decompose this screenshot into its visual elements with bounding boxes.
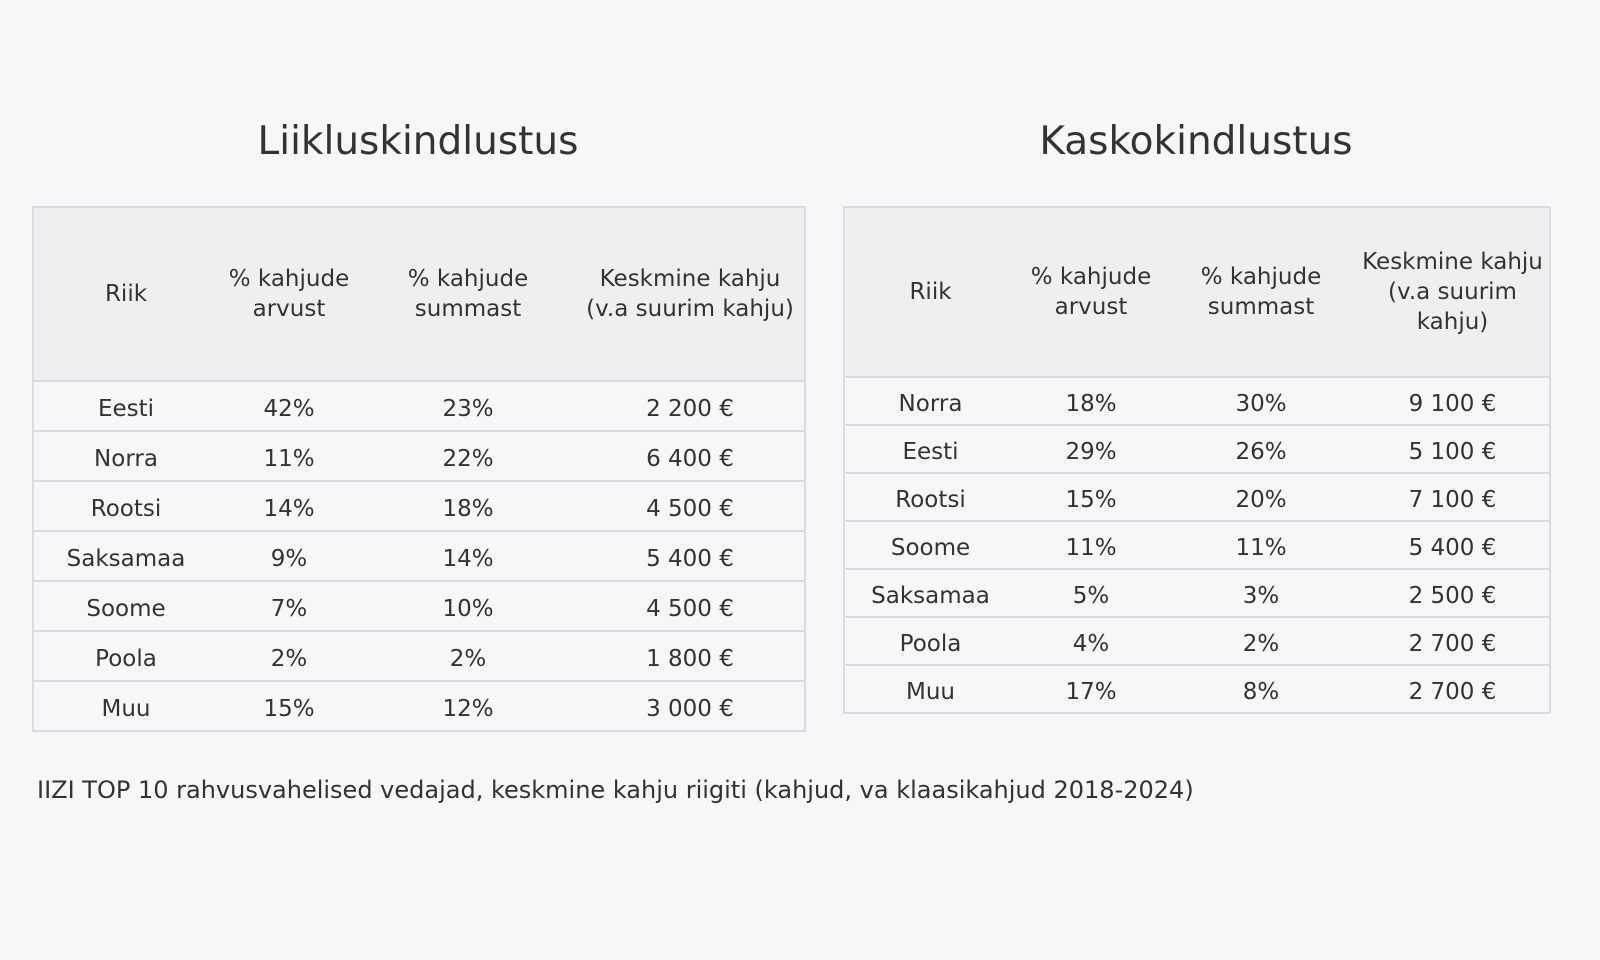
cell-pct-sum: 20% [1166,473,1356,521]
table-row [33,431,805,481]
cell-country: Muu [844,665,1016,713]
cell-country: Saksamaa [33,531,218,581]
cell-country: Norra [33,431,218,481]
cell-country: Rootsi [33,481,218,531]
cell-pct-sum: 23% [360,381,576,431]
table-header-row [844,207,1550,377]
cell-country: Poola [844,617,1016,665]
cell-pct-sum: 8% [1166,665,1356,713]
header-country-label: Riik [909,279,952,305]
table-row [33,381,805,431]
cell-pct-sum: 11% [1166,521,1356,569]
header-avg-line2: (v.a suurim kahju) [586,296,794,322]
header-avg [576,207,805,381]
cell-pct-sum: 30% [1166,377,1356,425]
kaskokindlustus-table [843,206,1551,714]
liikluskindlustus-title: Liikluskindlustus [257,119,579,164]
cell-pct-count: 15% [218,681,360,731]
header-avg-line2: (v.a suurim kahju) [1388,279,1517,335]
header-avg [1356,207,1550,377]
header-avg-line1: Keskmine kahju [599,266,781,292]
header-country [33,207,218,381]
table-row [33,531,805,581]
cell-pct-count: 11% [218,431,360,481]
cell-pct-count: 18% [1016,377,1166,425]
header-pct-count [1016,207,1166,377]
table-caption: IIZI TOP 10 rahvusvahelised vedajad, keskmine kahju riigiti (kahjud, va klaasikahjud 2018-2024) [37,776,1194,804]
cell-avg: 5 400 € [1356,521,1550,569]
cell-pct-count: 9% [218,531,360,581]
table-row [844,569,1550,617]
cell-pct-sum: 26% [1166,425,1356,473]
header-pct-count [218,207,360,381]
cell-avg: 7 100 € [1356,473,1550,521]
header-pct-sum-line1: % kahjude [1200,264,1322,290]
header-pct-count-line1: % kahjude [1030,264,1152,290]
cell-avg: 6 400 € [576,431,805,481]
table-row [33,481,805,531]
header-pct-sum-line2: summast [414,296,522,322]
table-row [844,617,1550,665]
cell-pct-sum: 12% [360,681,576,731]
cell-pct-count: 14% [218,481,360,531]
cell-pct-sum: 2% [360,631,576,681]
kaskokindlustus-section [843,100,1549,714]
cell-pct-count: 5% [1016,569,1166,617]
cell-country: Muu [33,681,218,731]
table-row [844,425,1550,473]
cell-avg: 1 800 € [576,631,805,681]
cell-pct-count: 15% [1016,473,1166,521]
header-country [844,207,1016,377]
cell-country: Soome [33,581,218,631]
cell-country: Rootsi [844,473,1016,521]
cell-pct-sum: 2% [1166,617,1356,665]
table-header-row [33,207,805,381]
table-row [844,521,1550,569]
header-pct-count-line2: arvust [1054,294,1128,320]
cell-pct-count: 7% [218,581,360,631]
header-pct-sum [1166,207,1356,377]
cell-country: Soome [844,521,1016,569]
cell-pct-count: 2% [218,631,360,681]
cell-avg: 2 200 € [576,381,805,431]
header-pct-sum [360,207,576,381]
cell-pct-count: 29% [1016,425,1166,473]
header-pct-count-line1: % kahjude [228,266,350,292]
cell-pct-count: 42% [218,381,360,431]
table-row [33,581,805,631]
cell-pct-count: 11% [1016,521,1166,569]
liikluskindlustus-table [32,206,806,732]
header-avg-line1: Keskmine kahju [1362,249,1543,275]
header-country-label: Riik [104,281,148,307]
cell-avg: 5 100 € [1356,425,1550,473]
cell-country: Norra [844,377,1016,425]
header-pct-sum-line2: summast [1207,294,1315,320]
cell-pct-sum: 22% [360,431,576,481]
table-row [33,681,805,731]
cell-pct-sum: 14% [360,531,576,581]
liikluskindlustus-section [32,100,804,732]
cell-pct-sum: 10% [360,581,576,631]
cell-avg: 9 100 € [1356,377,1550,425]
cell-country: Poola [33,631,218,681]
header-pct-count-line2: arvust [252,296,326,322]
table-row [33,631,805,681]
cell-country: Eesti [844,425,1016,473]
cell-pct-count: 4% [1016,617,1166,665]
table-row [844,473,1550,521]
cell-avg: 2 700 € [1356,617,1550,665]
table-row [844,377,1550,425]
header-pct-sum-line1: % kahjude [407,266,529,292]
table-row [844,665,1550,713]
cell-pct-count: 17% [1016,665,1166,713]
cell-avg: 2 700 € [1356,665,1550,713]
cell-pct-sum: 3% [1166,569,1356,617]
cell-avg: 4 500 € [576,581,805,631]
kaskokindlustus-title: Kaskokindlustus [1039,119,1353,164]
cell-avg: 5 400 € [576,531,805,581]
cell-country: Saksamaa [844,569,1016,617]
cell-avg: 2 500 € [1356,569,1550,617]
cell-avg: 3 000 € [576,681,805,731]
cell-country: Eesti [33,381,218,431]
cell-pct-sum: 18% [360,481,576,531]
cell-avg: 4 500 € [576,481,805,531]
